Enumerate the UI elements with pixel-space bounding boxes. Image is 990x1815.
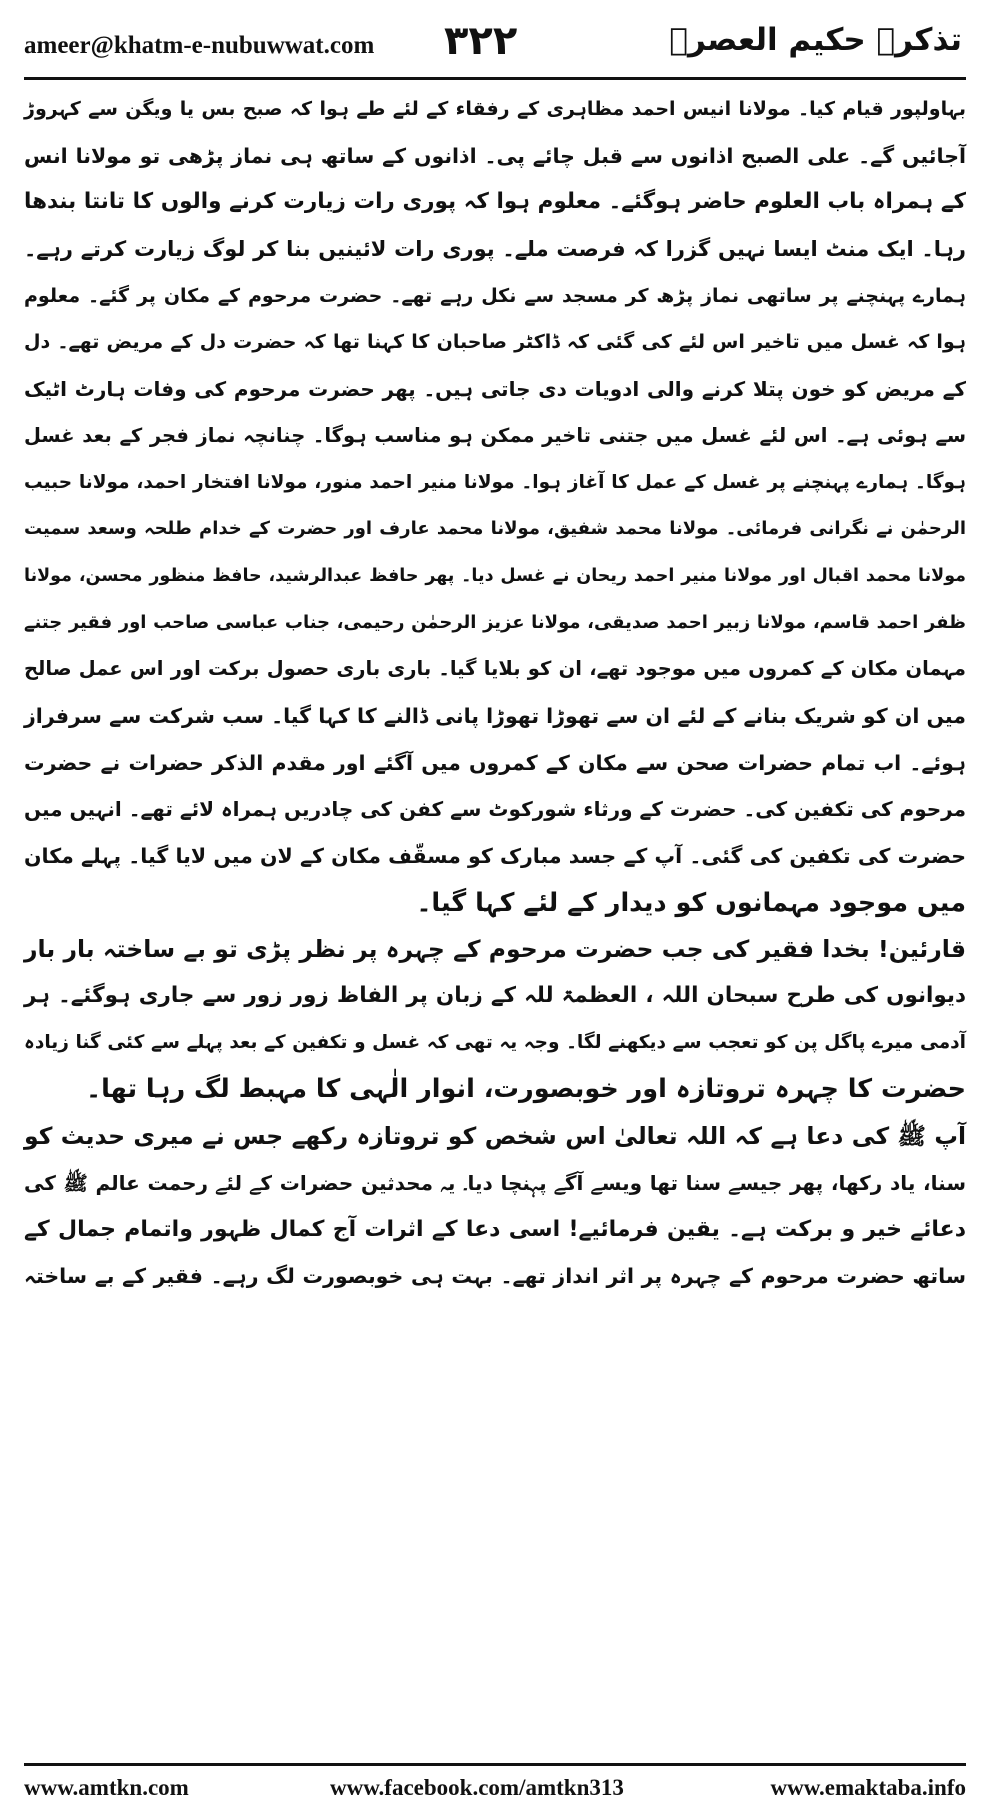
text-line: بہاولپور قیام کیا۔ مولانا انیس احمد مظاہری کے رفقاء کے لئے طے ہوا کہ صبح بس یا ویگن سے کہروڑ [24, 98, 966, 120]
body-text [24, 86, 966, 1300]
text-line: ہوئے۔ اب تمام حضرات صحن سے مکان کے کمروں میں آگئے اور مقدم الذکر حضرات نے حضرت [24, 750, 966, 775]
text-line: میں ان کو شریک بنانے کے لئے ان سے تھوڑا تھوڑا پانی ڈالنے کا کہا گیا۔ سب شرکت سے سرفراز [24, 703, 966, 728]
text-line: آدمی میرے پاگل پن کو تعجب سے دیکھنے لگا۔ وجہ یہ تھی کہ غسل و تکفین کے بعد پہلے سے کئی گنا زیادہ [24, 1031, 966, 1053]
text-line: سنا، یاد رکھا، پھر جیسے سنا تھا ویسے آگے پہنچا دیا۔ یہ محدثین حضرات کے لئے رحمت عالم ﷺ کی [24, 1170, 966, 1195]
text-line: میں موجود مہمانوں کو دیدار کے لئے کہا گیا۔ [416, 887, 966, 918]
footer-link-emaktaba[interactable]: www.emaktaba.info [770, 1775, 966, 1800]
text-line: حضرت کی تکفین کی گئی۔ آپ کے جسد مبارک کو مسقّف مکان کے لان میں لایا گیا۔ پہلے مکان [24, 844, 966, 868]
text-line: دعائے خیر و برکت ہے۔ یقین فرمائیے! اسی دعا کے اثرات آج کمال ظہور واتمام جمال کے [24, 1216, 966, 1242]
text-line: الرحمٰن نے نگرانی فرمائی۔ مولانا محمد شفیق، مولانا محمد عارف اور حضرت کے خدام طلحہ وسعد سمیت [24, 518, 966, 540]
footer-rule [24, 1763, 966, 1766]
text-line: ساتھ حضرت مرحوم کے چہرہ پر اثر انداز تھے۔ بہت ہی خوبصورت لگ رہے۔ فقیر کے بے ساختہ [24, 1264, 966, 1289]
text-line: مولانا محمد اقبال اور مولانا منیر احمد ریحان نے غسل دیا۔ پھر حافظ عبدالرشید، حافظ منظور محسن، مولانا [24, 565, 966, 586]
page-number: ٣٢٢ [444, 18, 518, 64]
text-line: مرحوم کی تکفین کی۔ حضرت کے ورثاء شورکوٹ سے کفن کی چادریں ہمراہ لائے تھے۔ انہیں میں [24, 797, 966, 822]
text-line: کے مریض کو خون پتلا کرنے والی ادویات دی جاتی ہیں۔ پھر حضرت مرحوم کی وفات ہارٹ اٹیک [24, 377, 966, 402]
text-line: قارئین! بخدا فقیر کی جب حضرت مرحوم کے چہرہ پر نظر پڑی تو بے ساختہ بار بار [24, 935, 966, 964]
text-line: حضرت کا چہرہ تروتازہ اور خوبصورت، انوار الٰہی کا مہبط لگ رہا تھا۔ [86, 1074, 966, 1105]
text-line: ظفر احمد قاسم، مولانا زبیر احمد صدیقی، مولانا عزیز الرحمٰن رحیمی، جناب عباسی صاحب اور فقیر جتنے [24, 611, 966, 633]
text-line: سے ہوئی ہے۔ اس لئے غسل میں جتنی تاخیر ممکن ہو مناسب ہوگا۔ چنانچہ نماز فجر کے بعد غسل [24, 423, 966, 447]
text-line: مہمان مکان کے کمروں میں موجود تھے، ان کو بلایا گیا۔ باری باری حصول برکت اور اس عمل صالح [24, 657, 966, 681]
text-line: ہوگا۔ ہمارے پہنچنے پر غسل کے عمل کا آغاز ہوا۔ مولانا منیر احمد منور، مولانا افتخار احمد، مولانا حبیب [24, 471, 966, 493]
page-header [24, 6, 966, 78]
text-line: کے ہمراہ باب العلوم حاضر ہوگئے۔ معلوم ہوا کہ پوری رات زیارت کرنے والوں کا تانتا بندھا [24, 189, 966, 215]
book-title: تذکرہ حکیم العصرؒ [669, 22, 962, 58]
header-email: ameer@khatm-e-nubuwwat.com [24, 32, 375, 59]
text-line: ہمارے پہنچنے پر ساتھی نماز پڑھ کر مسجد سے نکل رہے تھے۔ حضرت مرحوم کے مکان پر گئے۔ معلوم [24, 284, 966, 307]
text-line: رہا۔ ایک منٹ ایسا نہیں گزرا کہ فرصت ملے۔ پوری رات لائینیں بنا کر لوگ زیارت کرتے رہے۔ [24, 237, 966, 262]
page-footer [24, 1771, 966, 1807]
text-line: دیوانوں کی طرح سبحان اللہ ، العظمۃ للہ کے زبان پر الفاظ زور زور سے جاری ہوگئے۔ ہر [24, 983, 966, 1009]
text-line: آجائیں گے۔ علی الصبح اذانوں سے قبل چائے پی۔ اذانوں کے ساتھ ہی نماز پڑھی تو مولانا انس [24, 143, 966, 168]
footer-link-amtkn[interactable]: www.amtkn.com [24, 1775, 189, 1800]
text-line: آپ ﷺ کی دعا ہے کہ اللہ تعالیٰ اس شخص کو تروتازہ رکھے جس نے میری حدیث کو [24, 1122, 966, 1151]
footer-link-facebook[interactable]: www.facebook.com/amtkn313 [330, 1775, 624, 1800]
header-rule [24, 77, 966, 80]
text-line: ہوا کہ غسل میں تاخیر اس لئے کی گئی کہ ڈاکٹر صاحبان کا کہنا تھا کہ حضرت دل کے مریض تھے۔ دل [24, 331, 966, 354]
